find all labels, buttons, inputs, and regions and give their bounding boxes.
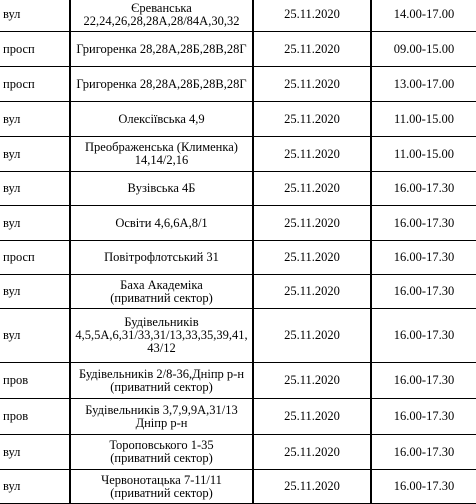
- address-cell: [70, 67, 253, 102]
- address-cell: [70, 172, 253, 206]
- date-cell: 25.11.2020: [253, 206, 371, 241]
- time-range-cell: 16.00-17.30: [371, 309, 476, 363]
- address-line: Тороповського 1-35: [109, 438, 214, 452]
- date-cell: 25.11.2020: [253, 435, 371, 470]
- street-type-cell: вул: [0, 0, 70, 32]
- address-cell: [70, 102, 253, 137]
- table-row: [0, 399, 476, 435]
- date-cell: 25.11.2020: [253, 363, 371, 399]
- date-cell: 25.11.2020: [253, 0, 371, 32]
- address-cell: [70, 309, 253, 363]
- date-cell: 25.11.2020: [253, 32, 371, 67]
- address-line: Освіти 4,6,6А,8/1: [115, 215, 208, 230]
- address-line: Вузівська 4Б: [127, 181, 196, 195]
- date-cell: 25.11.2020: [253, 137, 371, 172]
- table-row: [0, 435, 476, 470]
- table-row: [0, 67, 476, 102]
- date-cell: 25.11.2020: [253, 172, 371, 206]
- address-line: Григоренка 28,28А,28Б,28В,28Г: [76, 41, 247, 56]
- date-cell: 25.11.2020: [253, 67, 371, 102]
- date-cell: 25.11.2020: [253, 102, 371, 137]
- table-row: [0, 102, 476, 137]
- time-range-cell: 11.00-15.00: [371, 102, 476, 137]
- street-type-cell: вул: [0, 206, 70, 241]
- date-cell: 25.11.2020: [253, 241, 371, 275]
- address-line: Червонотацька 7-11/11: [101, 472, 222, 487]
- street-type-cell: вул: [0, 137, 70, 172]
- street-type-cell: вул: [0, 172, 70, 206]
- address-line: Повітрофлотський 31: [104, 250, 219, 264]
- address-line: (приватний сектор): [110, 451, 213, 465]
- date-cell: 25.11.2020: [253, 470, 371, 504]
- table-row: [0, 32, 476, 67]
- address-cell: [70, 275, 253, 309]
- address-line: Єреванська: [131, 0, 192, 15]
- table-row: [0, 206, 476, 241]
- address-line: Григоренка 28,28А,28Б,28В,28Г: [76, 76, 247, 91]
- address-line: 43/12: [147, 341, 176, 355]
- address-cell: [70, 399, 253, 435]
- table-row: [0, 470, 476, 504]
- street-type-cell: просп: [0, 32, 70, 67]
- time-range-cell: 09.00-15.00: [371, 32, 476, 67]
- table-row: [0, 241, 476, 275]
- address-line: 14,14/2,16: [134, 153, 189, 167]
- date-cell: 25.11.2020: [253, 309, 371, 363]
- table-row: [0, 275, 476, 309]
- date-cell: 25.11.2020: [253, 399, 371, 435]
- table-row: [0, 172, 476, 206]
- time-range-cell: 16.00-17.30: [371, 470, 476, 504]
- address-cell: [70, 137, 253, 172]
- table-row: [0, 0, 476, 32]
- street-type-cell: вул: [0, 435, 70, 470]
- address-line: 4,5,5А,6,31/33,31/13,33,35,39,41,: [75, 328, 248, 342]
- time-range-cell: 16.00-17.30: [371, 241, 476, 275]
- time-range-cell: 16.00-17.30: [371, 363, 476, 399]
- address-line: Будівельників 2/8-36,Дніпр р-н: [78, 366, 245, 381]
- address-line: Дніпр р-н: [135, 415, 188, 430]
- street-type-cell: просп: [0, 67, 70, 102]
- time-range-cell: 16.00-17.30: [371, 399, 476, 435]
- street-type-cell: пров: [0, 363, 70, 399]
- address-line: Баха Академіка: [120, 277, 203, 292]
- date-cell: 25.11.2020: [253, 275, 371, 309]
- address-cell: [70, 206, 253, 241]
- address-line: (приватний сектор): [110, 485, 213, 500]
- address-line: Будівельників: [124, 315, 199, 329]
- address-line: 22,24,26,28,28А,28/84А,30,32: [83, 13, 240, 28]
- address-line: Олексіївська 4,9: [118, 111, 205, 126]
- address-line: (приватний сектор): [110, 290, 213, 305]
- table-row: [0, 363, 476, 399]
- time-range-cell: 16.00-17.30: [371, 435, 476, 470]
- address-cell: [70, 363, 253, 399]
- time-range-cell: 11.00-15.00: [371, 137, 476, 172]
- time-range-cell: 16.00-17.30: [371, 275, 476, 309]
- address-line: (приватний сектор): [110, 379, 213, 394]
- time-range-cell: 16.00-17.30: [371, 206, 476, 241]
- address-cell: [70, 470, 253, 504]
- street-type-cell: вул: [0, 309, 70, 363]
- time-range-cell: 14.00-17.00: [371, 0, 476, 32]
- time-range-cell: 16.00-17.30: [371, 172, 476, 206]
- address-line: Будівельників 3,7,9,9А,31/13: [85, 402, 238, 417]
- time-range-cell: 13.00-17.00: [371, 67, 476, 102]
- table-row: [0, 137, 476, 172]
- table-row: [0, 309, 476, 363]
- street-type-cell: вул: [0, 275, 70, 309]
- address-cell: [70, 0, 253, 32]
- address-cell: [70, 241, 253, 275]
- street-type-cell: пров: [0, 399, 70, 435]
- street-type-cell: вул: [0, 102, 70, 137]
- address-cell: [70, 435, 253, 470]
- address-cell: [70, 32, 253, 67]
- street-type-cell: вул: [0, 470, 70, 504]
- address-line: Преображенська (Клименка): [85, 140, 238, 154]
- street-type-cell: просп: [0, 241, 70, 275]
